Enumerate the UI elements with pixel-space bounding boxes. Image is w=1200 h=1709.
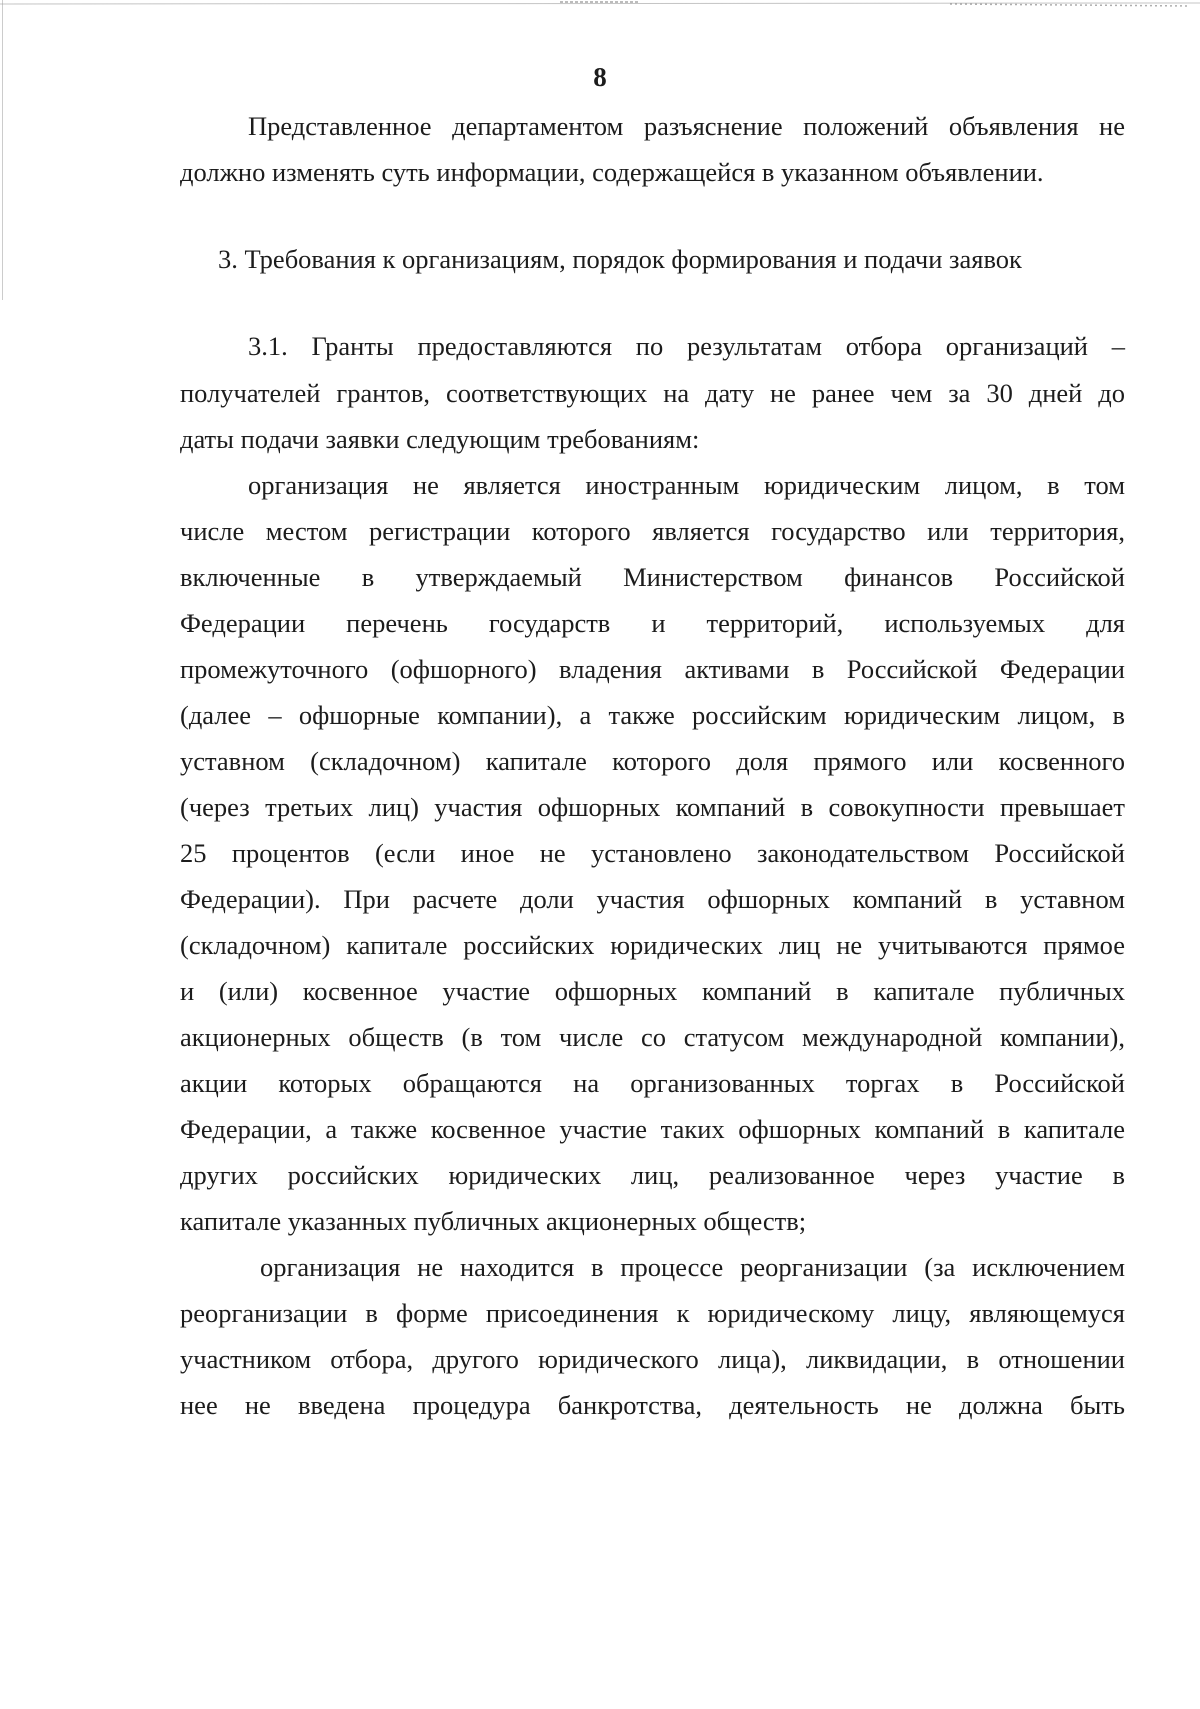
- paragraph-line: акционерных обществ (в том числе со статусом международной компании),: [180, 1022, 1125, 1052]
- paragraph-line: 3.1. Гранты предоставляются по результатам отбора организаций –: [248, 331, 1125, 361]
- paragraph-line: организация не находится в процессе реорганизации (за исключением: [260, 1252, 1125, 1282]
- paragraph-line: включенные в утверждаемый Министерством финансов Российской: [180, 562, 1125, 592]
- paragraph-line: участником отбора, другого юридического лица), ликвидации, в отношении: [180, 1344, 1125, 1374]
- paragraph-line: должно изменять суть информации, содержащейся в указанном объявлении.: [180, 157, 1044, 187]
- paragraph-line: (через третьих лиц) участия офшорных компаний в совокупности превышает: [180, 792, 1125, 822]
- scan-margin-artifact: [2, 0, 7, 300]
- paragraph-line: получателей грантов, соответствующих на дату не ранее чем за 30 дней до: [180, 378, 1125, 408]
- paragraph-line: Представленное департаментом разъяснение положений объявления не: [248, 111, 1125, 141]
- paragraph-line: реорганизации в форме присоединения к юридическому лицу, являющемуся: [180, 1298, 1125, 1328]
- paragraph-line: (складочном) капитале российских юридических лиц не учитываются прямое: [180, 930, 1125, 960]
- scan-edge-artifact: [0, 0, 1200, 10]
- paragraph-line: Федерации, а также косвенное участие таких офшорных компаний в капитале: [180, 1114, 1125, 1144]
- paragraph-line: других российских юридических лиц, реализованное через участие в: [180, 1160, 1125, 1190]
- paragraph-line: числе местом регистрации которого является государство или территория,: [180, 516, 1125, 546]
- paragraph-line: акции которых обращаются на организованных торгах в Российской: [180, 1068, 1125, 1098]
- paragraph-line: организация не является иностранным юридическим лицом, в том: [248, 470, 1125, 500]
- paragraph-line: промежуточного (офшорного) владения активами в Российской Федерации: [180, 654, 1125, 684]
- section-heading: 3. Требования к организациям, порядок формирования и подачи заявок: [218, 244, 1022, 274]
- paragraph-line: 25 процентов (если иное не установлено законодательством Российской: [180, 838, 1125, 868]
- paragraph-line: Федерации перечень государств и территорий, используемых для: [180, 608, 1125, 638]
- paragraph-line: уставном (складочном) капитале которого доля прямого или косвенного: [180, 746, 1125, 776]
- paragraph-line: (далее – офшорные компании), а также российским юридическим лицом, в: [180, 700, 1125, 730]
- paragraph-line: даты подачи заявки следующим требованиям:: [180, 424, 700, 454]
- paragraph-line: капитале указанных публичных акционерных обществ;: [180, 1206, 807, 1236]
- paragraph-line: нее не введена процедура банкротства, деятельность не должна быть: [180, 1390, 1125, 1420]
- page-number: 8: [593, 62, 607, 92]
- paragraph-line: и (или) косвенное участие офшорных компаний в капитале публичных: [180, 976, 1125, 1006]
- paragraph-line: Федерации). При расчете доли участия офшорных компаний в уставном: [180, 884, 1125, 914]
